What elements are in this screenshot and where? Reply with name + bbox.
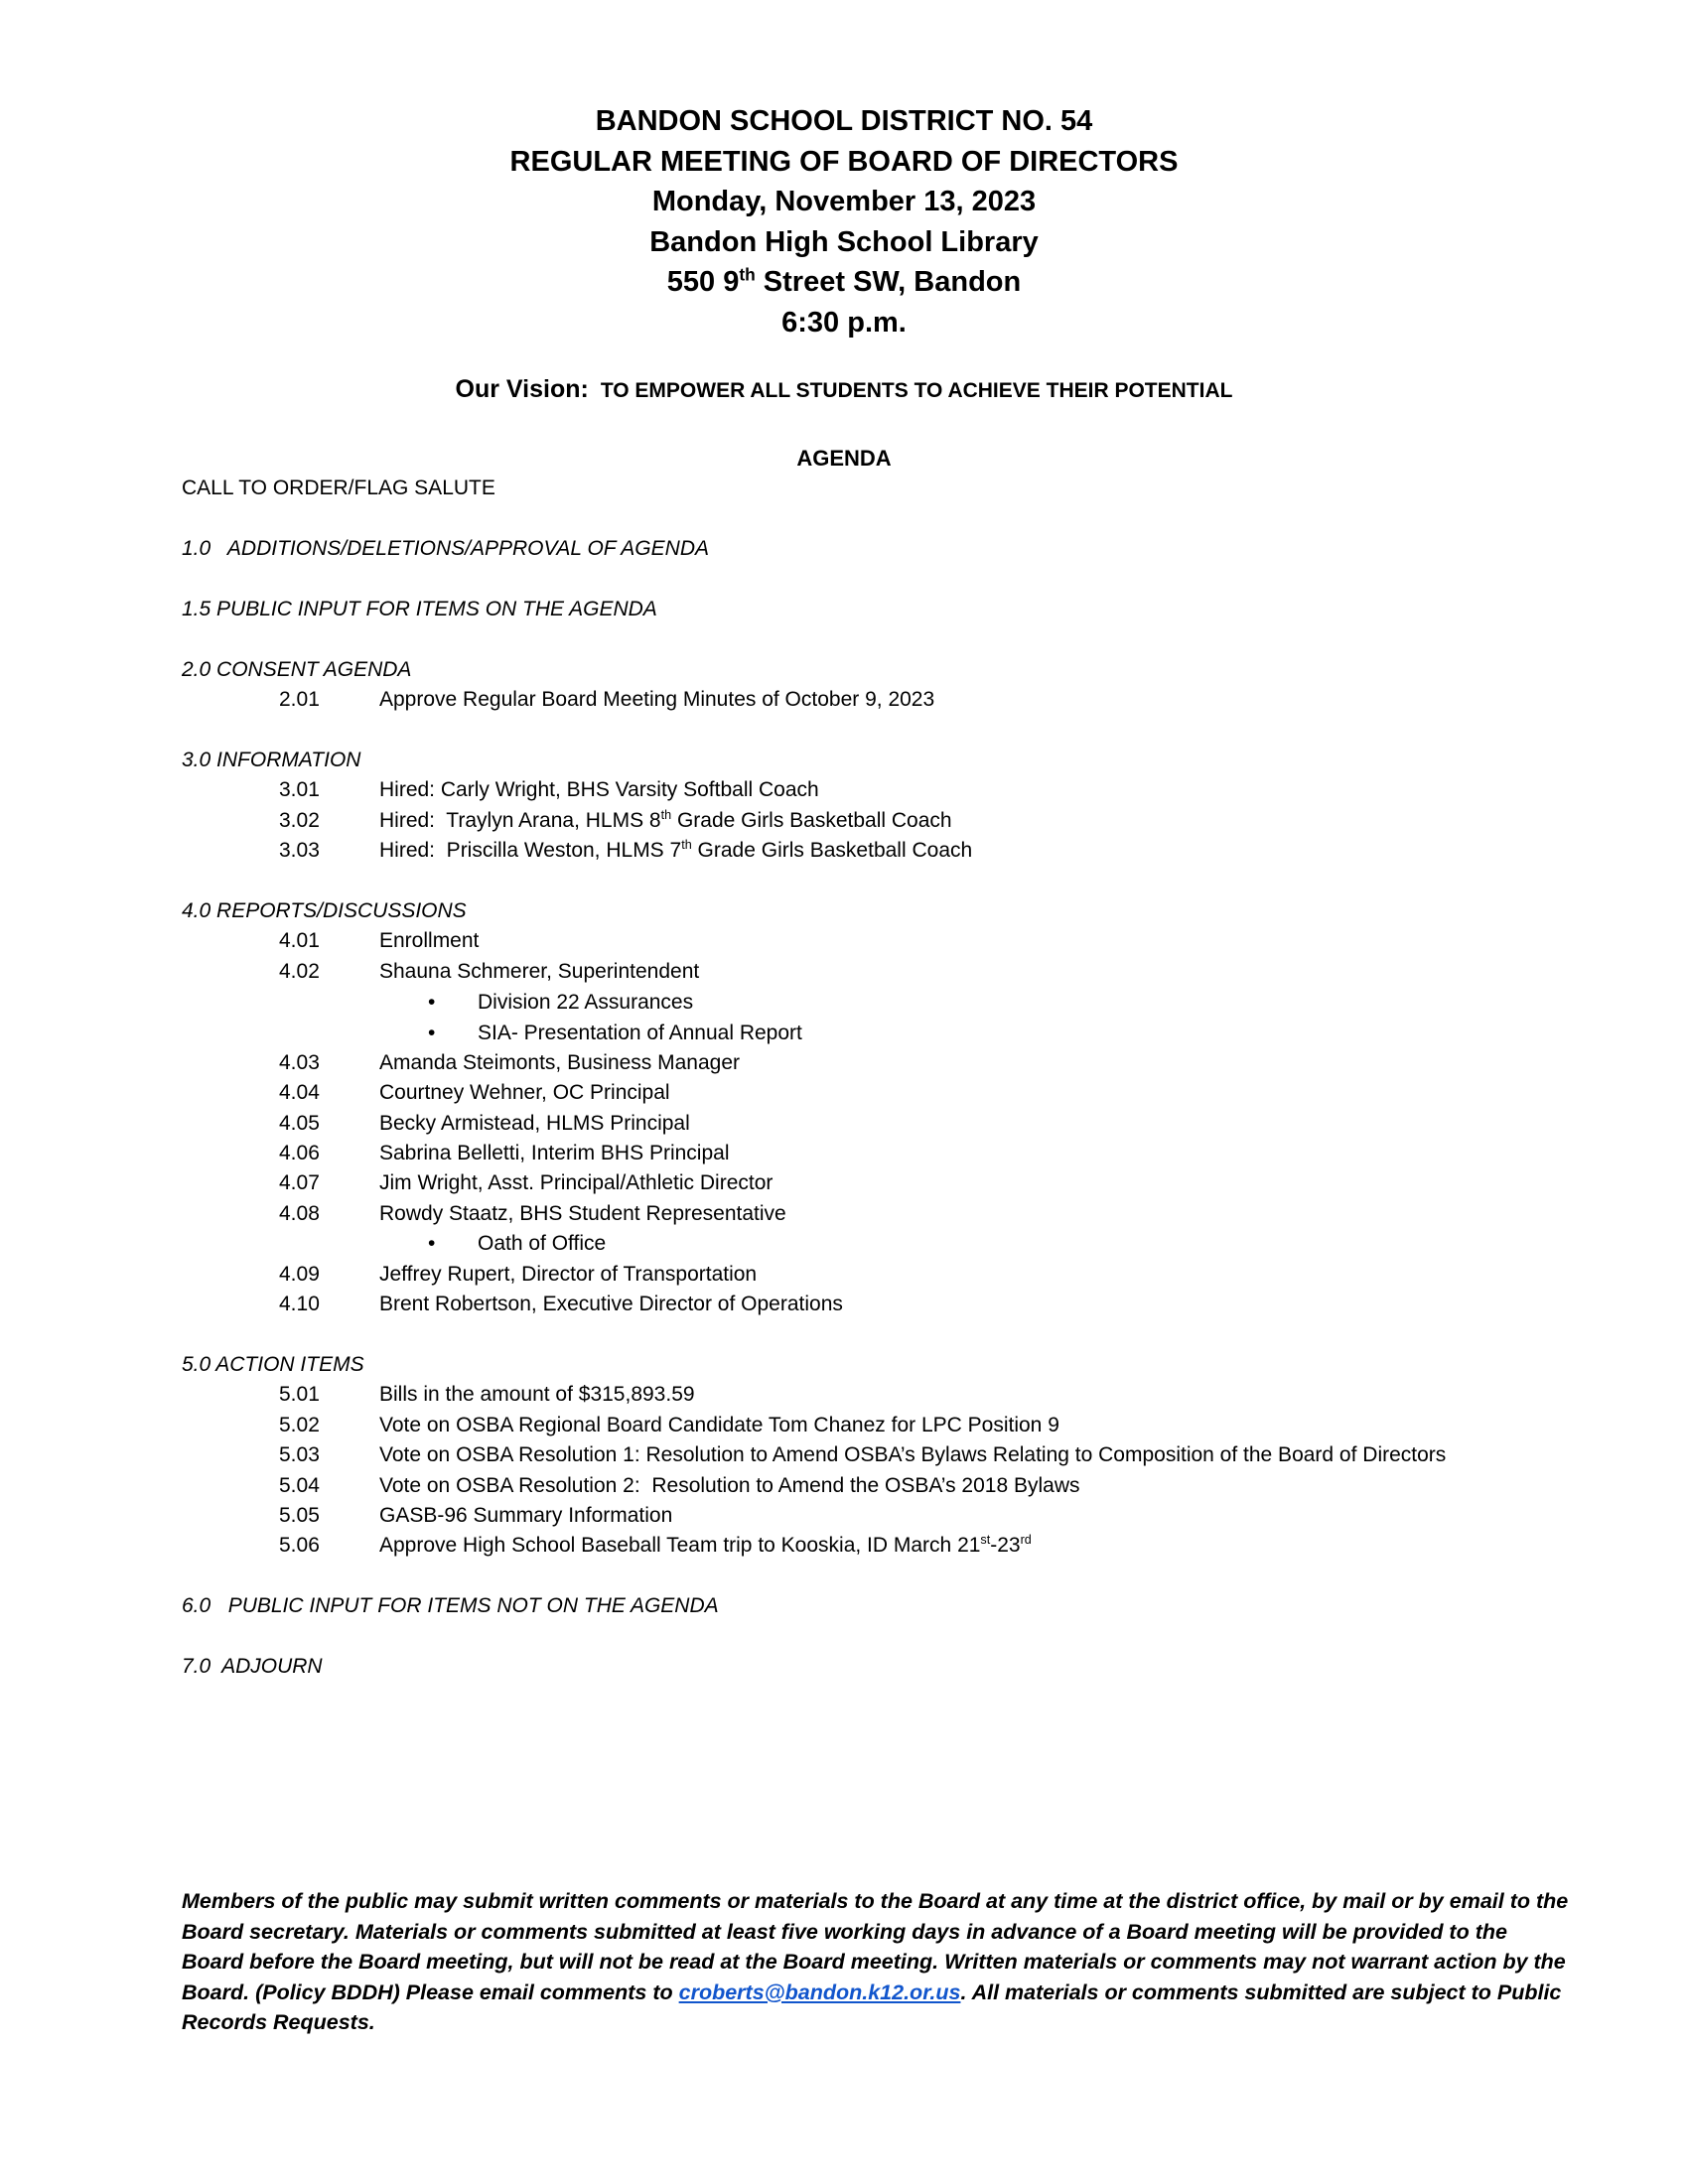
item-number: 3.03	[279, 839, 320, 862]
item-text: Approve Regular Board Meeting Minutes of October 9, 2023	[379, 688, 935, 711]
section-1-5-heading: 1.5 PUBLIC INPUT FOR ITEMS ON THE AGENDA	[182, 598, 657, 620]
item-text: Bills in the amount of $315,893.59	[379, 1383, 695, 1406]
item-text: Amanda Steimonts, Business Manager	[379, 1051, 741, 1074]
item-number: 5.02	[279, 1414, 320, 1436]
item-number: 4.05	[279, 1112, 320, 1135]
item-text: Brent Robertson, Executive Director of Operations	[379, 1293, 843, 1315]
district-name: BANDON SCHOOL DISTRICT NO. 54	[595, 105, 1093, 137]
item-text: Courtney Wehner, OC Principal	[379, 1081, 670, 1104]
vision-text: TO EMPOWER ALL STUDENTS TO ACHIEVE THEIR POTENTIAL	[600, 379, 1233, 402]
item-number: 4.07	[279, 1171, 320, 1194]
item-number: 5.04	[279, 1474, 320, 1497]
item-text: Approve High School Baseball Team trip to Kooskia, ID March 21st-23rd	[379, 1533, 1032, 1557]
sub-item-text: SIA- Presentation of Annual Report	[478, 1022, 802, 1044]
item-text: Becky Armistead, HLMS Principal	[379, 1112, 690, 1135]
section-1-heading: 1.0 ADDITIONS/DELETIONS/APPROVAL OF AGENDA	[182, 537, 709, 560]
bullet-icon: •	[428, 1022, 436, 1044]
bullet-icon: •	[428, 991, 436, 1014]
item-number: 4.09	[279, 1263, 320, 1286]
item-text: Hired: Priscilla Weston, HLMS 7th Grade Girls Basketball Coach	[379, 838, 973, 862]
item-number: 4.06	[279, 1142, 320, 1164]
meeting-location: Bandon High School Library	[649, 225, 1039, 258]
item-text: Sabrina Belletti, Interim BHS Principal	[379, 1142, 730, 1164]
bullet-icon: •	[428, 1232, 436, 1255]
public-comment-notice: Members of the public may submit written comments or materials to the Board at any time at the district office, by mail or by email to the Board secretary. Materials or comments submitted at least five working days in advance of a Board meeting will be provided to the Board before the Board meeting, but will not be read at the Board meeting. Written materials or comments may not warrant action by the Board. (Policy BDDH) Please email comments to croberts@bandon.k12.or.us. All materials or comments submitted are subject to Public Records Requests.	[182, 1889, 1569, 2034]
section-3-heading: 3.0 INFORMATION	[182, 749, 361, 771]
item-number: 4.02	[279, 960, 320, 983]
document-header	[0, 101, 1688, 342]
item-text: Vote on OSBA Regional Board Candidate Tom Chanez for LPC Position 9	[379, 1414, 1059, 1436]
item-text: Jim Wright, Asst. Principal/Athletic Director	[379, 1171, 774, 1194]
section-6-heading: 6.0 PUBLIC INPUT FOR ITEMS NOT ON THE AGENDA	[182, 1594, 719, 1617]
item-number: 4.01	[279, 929, 320, 952]
sub-item-text: Division 22 Assurances	[478, 991, 694, 1014]
sub-item-text: Oath of Office	[478, 1232, 607, 1255]
item-text: Hired: Traylyn Arana, HLMS 8th Grade Girls Basketball Coach	[379, 808, 952, 832]
meeting-time: 6:30 p.m.	[781, 306, 907, 339]
vision-statement	[0, 375, 1688, 404]
meeting-title: REGULAR MEETING OF BOARD OF DIRECTORS	[509, 145, 1179, 178]
item-text: Vote on OSBA Resolution 2: Resolution to Amend the OSBA’s 2018 Bylaws	[379, 1474, 1080, 1497]
item-text: Hired: Carly Wright, BHS Varsity Softball Coach	[379, 778, 819, 801]
item-number: 5.03	[279, 1443, 320, 1466]
item-number: 4.08	[279, 1202, 320, 1225]
item-number: 5.06	[279, 1534, 320, 1557]
call-to-order: CALL TO ORDER/FLAG SALUTE	[182, 477, 495, 499]
section-2-heading: 2.0 CONSENT AGENDA	[182, 658, 412, 681]
email-link[interactable]: croberts@bandon.k12.or.us	[678, 1979, 961, 2004]
item-text: Rowdy Staatz, BHS Student Representative	[379, 1202, 786, 1225]
item-text: Vote on OSBA Resolution 1: Resolution to Amend OSBA’s Bylaws Relating to Composition of the Board of Directors	[379, 1443, 1447, 1466]
agenda-title: AGENDA	[796, 446, 892, 471]
meeting-address: 550 9th Street SW, Bandon	[666, 264, 1022, 298]
item-number: 4.03	[279, 1051, 320, 1074]
section-5-heading: 5.0 ACTION ITEMS	[182, 1353, 364, 1376]
item-text: Shauna Schmerer, Superintendent	[379, 960, 700, 983]
item-text: GASB-96 Summary Information	[379, 1504, 673, 1527]
item-text: Enrollment	[379, 929, 480, 952]
section-4-heading: 4.0 REPORTS/DISCUSSIONS	[182, 899, 467, 922]
item-number: 3.02	[279, 809, 320, 832]
item-number: 3.01	[279, 778, 320, 801]
item-number: 4.10	[279, 1293, 320, 1315]
item-number: 5.01	[279, 1383, 320, 1406]
item-number: 2.01	[279, 688, 320, 711]
vision-label: Our Vision:	[455, 375, 589, 403]
meeting-date: Monday, November 13, 2023	[651, 186, 1037, 217]
item-number: 4.04	[279, 1081, 320, 1104]
item-number: 5.05	[279, 1504, 320, 1527]
section-7-heading: 7.0 ADJOURN	[182, 1655, 323, 1678]
item-text: Jeffrey Rupert, Director of Transportation	[379, 1263, 758, 1286]
